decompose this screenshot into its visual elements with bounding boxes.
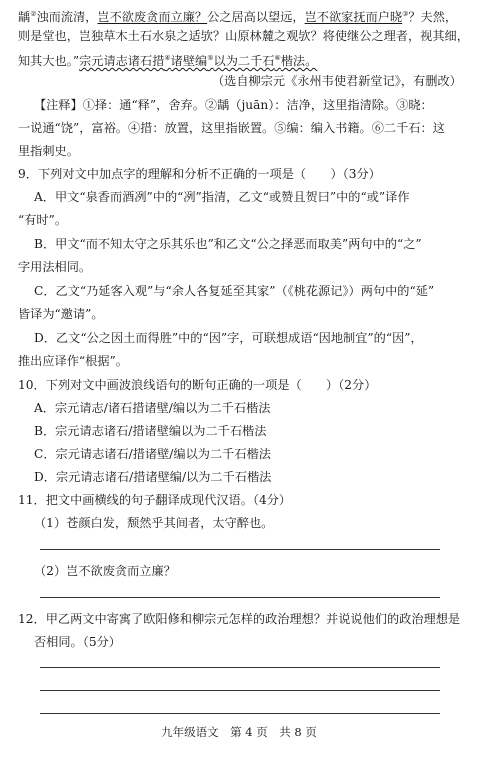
q10-stem: 10．下列对文中画波浪线语句的断句正确的一项是（ ）（2分） [18, 378, 377, 392]
q9-stem: 9．下列对文中加点字的理解和分析不正确的一项是（ ）（3分） [18, 167, 381, 181]
notes-line-2: 一说通“饶”，富裕。④措：放置，这里指嵌置。⑤编：编入书籍。⑥二千石：这 [18, 121, 445, 135]
notes-line-1: 【注释】①择：通“释”，舍弃。②龋（juān）：洁净，这里指清除。③晓： [34, 98, 433, 112]
wavy-sentence: 宗元请志诸石措④诸壁编⑤以为二千石⑥楷法。 [79, 54, 318, 69]
passage-line-3: 知其大也。”宗元请志诸石措④诸壁编⑤以为二千石⑥楷法。 [18, 54, 318, 69]
page-footer: 九年级语文 第 4 页 共 8 页 [161, 725, 317, 739]
q12-answer-line-1[interactable] [40, 667, 440, 668]
q9-option-c-1: C．乙文“乃延客入观”与“余人各复延至其家”（《桃花源记》）两句中的“延” [34, 284, 435, 298]
notes-line-3: 里指刺史。 [18, 144, 79, 158]
passage-line-1: 龋②浊而流清，岂不欲废贪而立廉？公之居高以望远，岂不欲家抚而户晓③？夫然， [18, 10, 458, 25]
q10-option-c: C．宗元请志诸石/措诸壁/编以为二千石楷法 [34, 447, 271, 461]
q12-stem-2: 否相同。（5分） [34, 635, 121, 649]
q9-option-d-2: 推出应译作“根据”。 [18, 354, 128, 368]
q9-option-d-1: D．乙文“公之因土而得胜”中的“因”字，可联想成语“因地制宜”的“因”， [34, 331, 423, 345]
q10-option-d: D．宗元请志诸石/措诸壁编/以为二千石楷法 [34, 470, 272, 484]
underlined-sentence-1: 岂不欲废贪而立廉？ [97, 10, 208, 25]
underlined-sentence-2: 岂不欲家抚而户晓 [304, 10, 403, 25]
q10-option-a: A．宗元请志/诸石措诸壁/编以为二千石楷法 [34, 401, 271, 415]
q9-option-b-2: 字用法相同。 [18, 260, 92, 274]
q12-answer-line-2[interactable] [40, 690, 440, 691]
q10-option-b: B．宗元请志诸石/措诸壁编以为二千石楷法 [34, 424, 267, 438]
q9-option-a-2: “有时”。 [18, 213, 68, 227]
q9-option-c-2: 皆译为“邀请”。 [18, 307, 104, 321]
q11-sentence-1: （1）苍颜白发，颓然乎其间者，太守醉也。 [34, 516, 274, 530]
q9-option-a-1: A．甲文“泉香而酒冽”中的“冽”指清，乙文“或赞且贺曰”中的“或”译作 [34, 190, 410, 204]
passage-line-2: 则是堂也，岂独草木土石水泉之适欤？山原林麓之观欤？将使继公之理者，视其细， [18, 29, 469, 43]
passage-source: （选自柳宗元《永州韦使君新堂记》，有删改） [212, 74, 462, 88]
q11-stem: 11．把文中画横线的句子翻译成现代汉语。（4分） [18, 493, 292, 507]
q11-answer-line-2[interactable] [40, 597, 440, 598]
q9-option-b-1: B．甲文“而不知太守之乐其乐也”和乙文“公之择恶而取美”两句中的“之” [34, 237, 422, 251]
q11-answer-line-1[interactable] [40, 549, 440, 550]
q12-answer-line-3[interactable] [40, 713, 440, 714]
q12-stem-1: 12．甲乙两文中寄寓了欧阳修和柳宗元怎样的政治理想？并说说他们的政治理想是 [18, 612, 461, 626]
q11-sentence-2: （2）岂不欲废贪而立廉？ [34, 564, 176, 578]
